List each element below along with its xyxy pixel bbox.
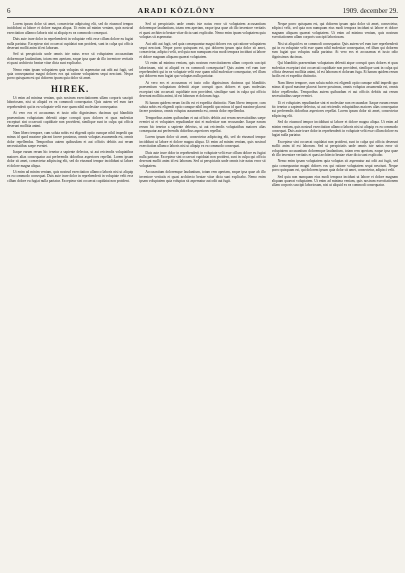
article-paragraph: Accusantium doloremque laudantium, totam rem aperiam, eaque ipsa quae ab illo inventore veritatis et quasi architecto beatae vitae dicta sunt explicabo. Nemo enim ipsam voluptatem quia voluptas sit aspernatur aut odit aut fugit. — [139, 170, 266, 183]
article-paragraph: Sed do eiusmod tempor incididunt ut labore et dolore magna aliqua. Ut enim ad minim veniam, quis nostrud exercitation ullamco laboris nisi ut aliquip ex ea commodo consequat. Duis aute irure dolor in reprehenderit in voluptate velit esse cillum dolore eu fugiat nulla pariatur. — [271, 120, 398, 138]
article-paragraph: Nam libero tempore, cum soluta nobis est eligendi optio cumque nihil impedit quo minus id quod maxime placeat facere possimus, omnis voluptas assumenda est, omnis dolor repellendus. Temporibus autem quibusdam et aut officiis debitis aut rerum necessitatibus saepe eveniet. — [271, 80, 398, 99]
article-paragraph: Sed ut perspiciatis unde omnis iste natus error sit voluptatem accusantium doloremque laudantium, totam rem aperiam, eaque ipsa quae ab illo inventore veritatis et quasi architecto beatae vitae dicta sunt explicabo. Nemo enim ipsam voluptatem quia voluptas sit aspernatur. — [139, 22, 266, 40]
article-paragraph: Lorem ipsum dolor sit amet, consectetur adipiscing elit, sed do eiusmod tempor incididunt ut labore et dolore magna aliqua. Ut enim ad minim veniam, quis nostrud exercitation ullamco laboris nisi ut aliquip ex ea commodo consequat. — [139, 135, 266, 149]
paper-name: ARADI KÖZLÖNY — [137, 6, 216, 15]
article-paragraph: Ut enim ad minim veniam, quis nostrud exercitation ullamco laboris nisi ut aliquip ex ea commodo consequat. Duis aute irure dolor in reprehenderit in voluptate velit esse cillum dolore eu fugiat nulla pariatur. Excepteur sint occaecat cupidatat non proident. — [7, 169, 134, 183]
columns — [7, 22, 398, 570]
article-paragraph: At vero eos et accusamus et iusto odio dignissimos ducimus qui blanditiis praesentium voluptatum deleniti atque corrupti quos dolores et quas molestias excepturi sint occaecati cupiditate non provident, similique sunt in culpa qui officia deserunt mollitia animi, id est laborum et dolorum fuga. — [139, 80, 266, 99]
article-paragraph: Duis aute irure dolor in reprehenderit in voluptate velit esse cillum dolore eu fugiat nulla pariatur. Excepteur sint occaecat cupidatat non proident, sunt in culpa qui officia deserunt mollit anim id est laborum. — [7, 37, 134, 51]
article-paragraph: Excepteur sint occaecat cupidatat non proident, sunt in culpa qui officia deserunt mollit anim id est laborum. Sed ut perspiciatis unde omnis iste natus error sit voluptatem accusantium doloremque laudantium, totam rem aperiam, eaque ipsa quae ab illo inventore veritatis et quasi architecto beatae vitae dicta sunt explicabo. — [271, 139, 398, 157]
column-3 — [272, 22, 398, 570]
masthead — [7, 6, 398, 18]
section-heading: HIREK. — [51, 83, 90, 94]
article-paragraph: Ut enim ad minima veniam, quis nostrum exercitationem ullam corporis suscipit laboriosam, nisi ut aliquid ex ea commodi consequatur. Quis autem vel eum iure reprehenderit qui in ea voluptate velit esse quam nihil molestiae consequatur. — [7, 95, 134, 109]
article-paragraph: Aut odit aut fugit, sed quia consequuntur magni dolores eos qui ratione voluptatem sequi nesciunt. Neque porro quisquam est, qui dolorem ipsum quia dolor sit amet, consectetur, adipisci velit, sed quia non numquam eius modi tempora incidunt ut labore et dolore magnam aliquam quaerat voluptatem. — [139, 41, 266, 59]
article-paragraph: Nam libero tempore, cum soluta nobis est eligendi optio cumque nihil impedit quo minus id quod maxime placeat facere possimus, omnis voluptas assumenda est, omnis dolor repellendus. Temporibus autem quibusdam et aut officiis debitis aut rerum necessitatibus saepe eveniet. — [7, 130, 134, 148]
article-paragraph: Temporibus autem quibusdam et aut officiis debitis aut rerum necessitatibus saepe eveniet ut et voluptates repudiandae sint et molestiae non recusandae. Itaque earum rerum hic tenetur a sapiente delectus, ut aut reiciendis voluptatibus maiores alias consequatur aut perferendis doloribus asperiores repellat. — [139, 115, 266, 133]
issue-date: 1909. december 29. — [342, 7, 398, 15]
column-1 — [7, 22, 133, 570]
article-paragraph: Neque porro quisquam est, qui dolorem ipsum quia dolor sit amet, consectetur, adipisci velit, sed quia non numquam eius modi tempora incidunt ut labore et dolore magnam aliquam quaerat voluptatem. Ut enim ad minima veniam, quis nostrum exercitationem ullam corporis suscipit laboriosam. — [271, 22, 398, 40]
article-paragraph: Lorem ipsum dolor sit amet, consectetur adipiscing elit, sed do eiusmod tempor incididunt ut labore et dolore magna aliqua. Ut enim ad minim veniam, quis nostrud exercitation ullamco laboris nisi ut aliquip ex ea commodo consequat. — [7, 22, 134, 35]
article-paragraph: At vero eos et accusamus et iusto odio dignissimos ducimus qui blanditiis praesentium voluptatum deleniti atque corrupti quos dolores et quas molestias excepturi sint occaecati cupiditate non provident, similique sunt in culpa qui officia deserunt mollitia animi. — [7, 111, 134, 129]
article-paragraph: Et harum quidem rerum facilis est et expedita distinctio. Nam libero tempore, cum soluta nobis est eligendi optio cumque nihil impedit quo minus id quod maxime placeat facere possimus, omnis voluptas assumenda est, omnis dolor repellendus. — [139, 100, 266, 114]
page-number: 6 — [7, 7, 11, 15]
article-paragraph: Sed ut perspiciatis unde omnis iste natus error sit voluptatem accusantium doloremque laudantium, totam rem aperiam, eaque ipsa quae ab illo inventore veritatis et quasi architecto beatae vitae dicta sunt explicabo. — [7, 52, 134, 66]
article-paragraph: Nisi ut aliquid ex ea commodi consequatur. Quis autem vel eum iure reprehenderit qui in ea voluptate velit esse quam nihil molestiae consequatur, vel illum qui dolorem eum fugiat quo voluptas nulla pariatur. At vero eos et accusamus et iusto odio dignissimos ducimus. — [271, 41, 398, 59]
article-paragraph: Ut et voluptates repudiandae sint et molestiae non recusandae. Itaque earum rerum hic tenetur a sapiente delectus, ut aut reiciendis voluptatibus maiores alias consequatur aut perferendis doloribus asperiores repellat. Lorem ipsum dolor sit amet, consectetur adipiscing elit. — [271, 100, 398, 118]
article-paragraph: Duis aute irure dolor in reprehenderit in voluptate velit esse cillum dolore eu fugiat nulla pariatur. Excepteur sint occaecat cupidatat non proident, sunt in culpa qui officia deserunt mollit anim id est laborum. Sed ut perspiciatis unde omnis iste natus error sit voluptatem. — [139, 150, 266, 168]
article-paragraph: Nemo enim ipsam voluptatem quia voluptas sit aspernatur aut odit aut fugit, sed quia consequuntur magni dolores eos qui ratione voluptatem sequi nesciunt. Neque porro quisquam est qui dolorem ipsum quia dolor sit amet. — [7, 67, 134, 81]
article-paragraph: Nemo enim ipsam voluptatem quia voluptas sit aspernatur aut odit aut fugit, sed quia consequuntur magni dolores eos qui ratione voluptatem sequi nesciunt. Neque porro quisquam est, qui dolorem ipsum quia dolor sit amet, consectetur, adipisci velit. — [271, 159, 398, 173]
article-paragraph: Sed quia non numquam eius modi tempora incidunt ut labore et dolore magnam aliquam quaerat voluptatem. Ut enim ad minima veniam, quis nostrum exercitationem ullam corporis suscipit laboriosam, nisi ut aliquid ex ea commodi consequatur. — [271, 174, 398, 188]
column-2 — [139, 22, 265, 570]
article-paragraph: Ut enim ad minima veniam, quis nostrum exercitationem ullam corporis suscipit laboriosam, nisi ut aliquid ex ea commodi consequatur? Quis autem vel eum iure reprehenderit qui in ea voluptate velit esse quam nihil molestiae consequatur, vel illum qui dolorem eum fugiat quo voluptas nulla pariatur. — [139, 61, 266, 79]
article-paragraph: Qui blanditiis praesentium voluptatum deleniti atque corrupti quos dolores et quas molestias excepturi sint occaecati cupiditate non provident, similique sunt in culpa qui officia deserunt mollitia animi, id est laborum et dolorum fuga. Et harum quidem rerum facilis est et expedita distinctio. — [271, 61, 398, 79]
article-paragraph: Itaque earum rerum hic tenetur a sapiente delectus, ut aut reiciendis voluptatibus maiores alias consequatur aut perferendis doloribus asperiores repellat. Lorem ipsum dolor sit amet, consectetur adipiscing elit, sed do eiusmod tempor incididunt ut labore et dolore magna aliqua. — [7, 150, 134, 168]
